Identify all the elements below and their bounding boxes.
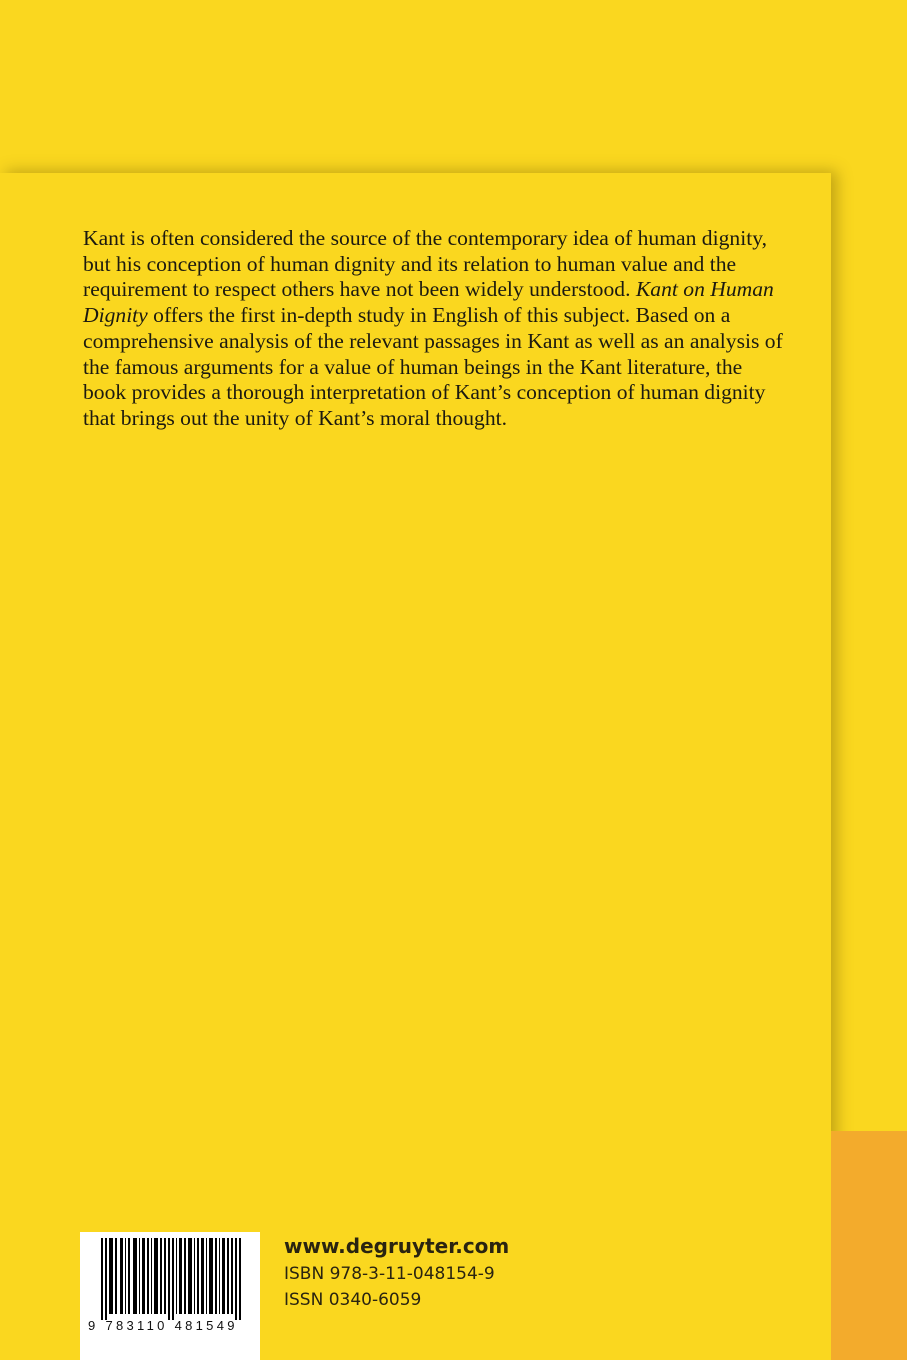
blurb-part-1: Kant is often considered the source of the contemporary idea of human dignity, but his conception of human dignity and its relation to human value and the requirement to respect others have not been widely understood. — [83, 226, 767, 302]
book-title-italic: Kant on Human Dignity — [83, 277, 774, 328]
publisher-url[interactable]: www.degruyter.com — [284, 1234, 510, 1258]
orange-accent-strip — [831, 1131, 907, 1360]
barcode-digits: 9 783110 481549 — [88, 1318, 238, 1333]
issn-number: ISSN 0340-6059 — [284, 1290, 422, 1310]
isbn-barcode — [80, 1232, 260, 1360]
publisher-info — [284, 1233, 509, 1313]
barcode-icon — [80, 1232, 260, 1360]
blurb-text — [83, 226, 783, 432]
blurb-part-2: offers the first in-depth study in English of this subject. Based on a comprehensive analysis of the relevant passages in Kant as well as an analysis of the famous arguments for a value of human beings in the Kant literature, the book provides a thorough interpretation of Kant’s conception of human dignity that brings out the unity of Kant’s moral thought. — [83, 303, 783, 430]
isbn-number: ISBN 978-3-11-048154-9 — [284, 1264, 495, 1284]
